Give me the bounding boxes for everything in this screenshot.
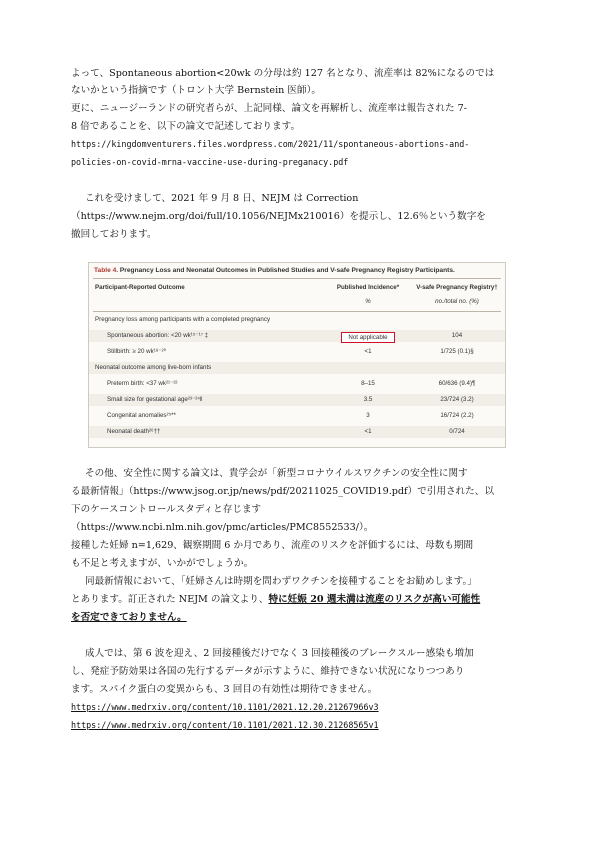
url-line: policies-on-covid-mrna-vaccine-use-during-preganacy.pdf <box>71 157 349 167</box>
paragraph-line: 成人では、第 6 波を迎え、2 回接種後だけでなく 3 回接種後のブレークスルー感染も増加 <box>85 648 474 659</box>
table-row <box>89 314 505 326</box>
table-subheader-row <box>89 296 505 308</box>
row-vsafe: 1/725 (0.1)§ <box>440 348 474 355</box>
paragraph-line: これを受けまして、2021 年 9 月 8 日、NEJM は Correction <box>85 193 359 204</box>
table-row <box>89 346 505 358</box>
table-rule <box>93 311 501 312</box>
paragraph-line: 更に、ニュージーランドの研究者らが、上記同様、論文を再解析し、流産率は報告された 7- <box>71 103 467 114</box>
medrxiv-link[interactable]: https://www.medrxiv.org/content/10.1101/2021.12.20.21267966v3 <box>71 702 379 712</box>
emphasis-text: 特に妊娠 20 週未満は流産のリスクが高い可能性 <box>268 594 481 605</box>
table-row <box>89 394 505 406</box>
subheader-percent: % <box>365 298 371 305</box>
paragraph-line: 下のケースコントロールスタディと存じます <box>71 504 262 515</box>
row-published: 3 <box>366 412 370 419</box>
paragraph-line: 8 倍であることを、以下の論文で記述しております。 <box>71 121 301 132</box>
row-label: Neonatal death²⁶†† <box>107 428 161 435</box>
table-row <box>89 410 505 422</box>
medrxiv-link[interactable]: https://www.medrxiv.org/content/10.1101/2021.12.30.21268565v1 <box>71 720 379 730</box>
table-header-row <box>89 282 505 294</box>
row-vsafe: 16/724 (2.2) <box>440 412 474 419</box>
row-label: Preterm birth: <37 wk²¹⁻²² <box>107 380 178 387</box>
row-label: Spontaneous abortion: <20 wk¹⁵⁻¹⁷ ‡ <box>107 332 209 339</box>
row-published: 3.5 <box>363 396 373 403</box>
table-row <box>89 426 505 438</box>
table-row <box>89 362 505 374</box>
row-label: Pregnancy loss among participants with a completed pregnancy <box>95 316 271 323</box>
not-applicable-highlight: Not applicable <box>341 332 394 343</box>
table-figure <box>88 262 506 448</box>
row-vsafe: 104 <box>451 332 463 339</box>
header-outcome: Participant-Reported Outcome <box>95 284 185 291</box>
table-rule <box>93 278 501 279</box>
row-published <box>327 332 409 343</box>
table-row <box>89 330 505 342</box>
row-label: Congenital anomalies²⁵** <box>107 412 176 419</box>
row-published: <1 <box>364 348 372 355</box>
paragraph-line: （https://www.ncbi.nlm.nih.gov/pmc/articles/PMC8552533/）。 <box>71 522 374 533</box>
url-line: https://kingdomventurers.files.wordpress.com/2021/11/spontaneous-abortions-and- <box>71 139 470 149</box>
row-vsafe: 60/636 (9.4)¶ <box>438 380 476 387</box>
paragraph-line: も不足と考えますが、いかがでしょうか。 <box>71 558 254 569</box>
table-caption: Pregnancy Loss and Neonatal Outcomes in Published Studies and V-safe Pregnancy Registry Participants. <box>118 267 455 274</box>
table-title <box>94 267 455 274</box>
emphasis-line: を否定できておりません。 <box>71 612 187 623</box>
paragraph-line: る最新情報」（https://www.jsog.or.jp/news/pdf/20211025_COVID19.pdf）で引用された、以 <box>71 486 494 497</box>
paragraph-line: よって、Spontaneous abortion<20wk の分母は約 127 名となり、流産率は 82%になるのでは <box>71 68 495 79</box>
paragraph-line: ないかという指摘です（トロント大学 Bernstein 医師）。 <box>71 85 321 96</box>
paragraph-line: ます。スパイク蛋白の変異からも、3 回目の有効性は期待できません。 <box>71 684 378 695</box>
subheader-count: no./total no. (%) <box>435 298 479 305</box>
paragraph-line: （https://www.nejm.org/doi/full/10.1056/NEJMx210016）を提示し、12.6％という数字を <box>71 211 486 222</box>
paragraph-line <box>71 591 531 608</box>
row-label: Stillbirth: ≥ 20 wk¹⁸⁻²⁰ <box>107 348 167 355</box>
row-vsafe: 0/724 <box>449 428 465 435</box>
header-vsafe: V-safe Pregnancy Registry† <box>416 284 498 291</box>
row-label: Neonatal outcome among live-born infants <box>95 364 212 371</box>
paragraph-line: 撤回しております。 <box>71 229 157 240</box>
row-published: <1 <box>364 428 372 435</box>
paragraph-line: 同最新情報において、｢妊婦さんは時期を問わずワクチンを接種することをお勧めします。｣ <box>85 576 473 587</box>
row-vsafe: 23/724 (3.2) <box>440 396 474 403</box>
header-published: Published Incidence* <box>336 284 400 291</box>
row-published: 8–15 <box>361 380 375 387</box>
row-label: Small size for gestational age²³⁻²⁴‖ <box>107 396 203 403</box>
table-row <box>89 378 505 390</box>
paragraph-line: 接種した妊婦 n=1,629、観察期間 6 か月であり、流産のリスクを評価するには、母数も期間 <box>71 540 474 551</box>
paragraph-line: その他、安全性に関する論文は、貴学会が「新型コロナウイルスワクチンの安全性に関す <box>85 468 468 479</box>
paragraph-line: し、発症予防効果は各国の先行するデータが示すように、維持できない状況になりつつあり <box>71 666 465 677</box>
table-number: Table 4. <box>94 267 119 274</box>
paragraph-text: とあります。訂正された NEJM の論文より、 <box>71 594 269 605</box>
